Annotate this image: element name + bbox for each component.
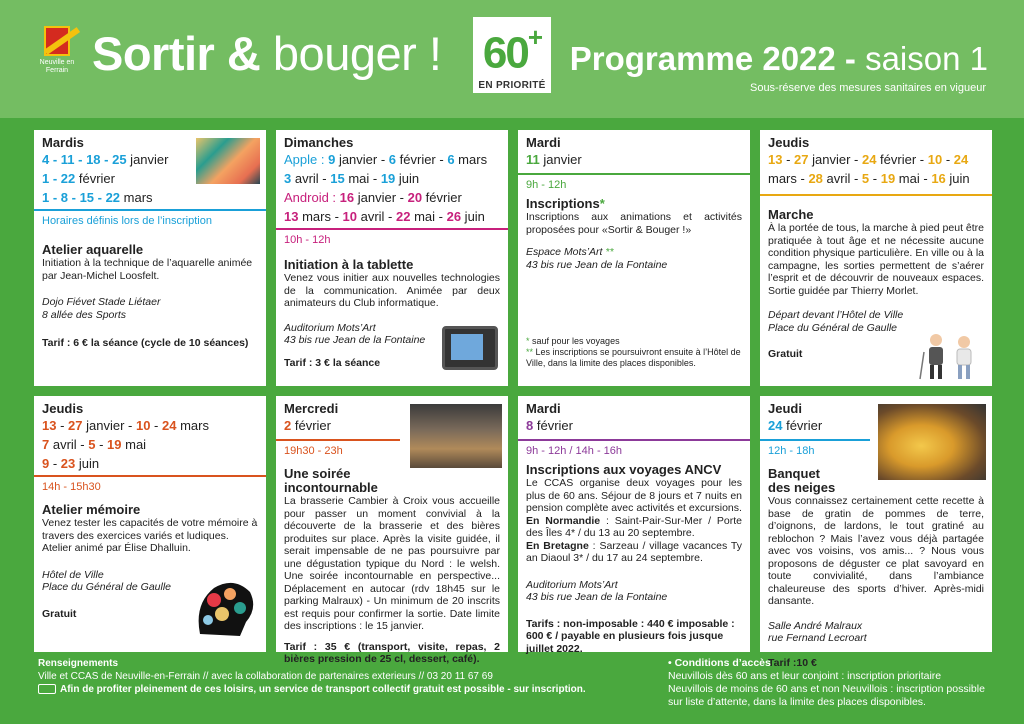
dates-line: 13 mars - 10 avril - 22 mai - 26 juin	[284, 209, 485, 224]
card-text: Inscriptions aux animations et activités proposées pour «Sortir & Bouger !»	[526, 211, 742, 236]
card-text: Initiation à la technique de l’aquarelle animée par Jean-Michel Loosfelt.	[42, 257, 253, 282]
dates-line: 13 - 27 janvier - 24 février - 10 - 24	[768, 152, 969, 167]
transport-line: Afin de profiter pleinement de ces loisirs, un service de transport collectif gratuit est possible - sur inscription.	[38, 683, 586, 696]
note-line: * sauf pour les voyages	[526, 336, 620, 346]
card-place: Hôtel de Ville	[42, 568, 104, 581]
card-address: 8 allée des Sports	[42, 308, 127, 321]
card-initiation-tablette	[276, 130, 508, 386]
card-soiree-incontournable	[276, 396, 508, 665]
card-day: Mardi	[526, 135, 561, 150]
page-title	[92, 26, 441, 81]
dates-line: 7 avril - 5 - 19 mai	[42, 437, 147, 452]
card-address: Place du Général de Gaulle	[768, 321, 897, 334]
card-notes	[518, 336, 750, 369]
card-time: 12h - 18h	[768, 445, 815, 457]
dates-line: Apple : 9 janvier - 6 février - 6 mars	[284, 152, 488, 167]
card-text: Le CCAS organise deux voyages pour les plus de 60 ans. Séjour de 8 jours et 7 nuits en pension complète avec activités et excursions.	[526, 477, 742, 514]
dates-line: 9 - 23 juin	[42, 456, 100, 471]
town-logo	[38, 26, 76, 82]
dates-line: 8 février	[526, 418, 573, 433]
card-day: Dimanches	[284, 135, 354, 150]
card-address: 43 bis rue Jean de la Fontaine	[526, 591, 668, 603]
brewery-image	[410, 404, 502, 468]
card-place: Dojo Fiévet Stade Liétaer	[42, 296, 161, 308]
card-tarif: Tarif : 6 € la séance (cycle de 10 séances)	[42, 337, 249, 349]
card-tarif: Gratuit	[42, 607, 77, 620]
info-title: Renseignements	[38, 658, 119, 669]
dates-line: 1 - 8 - 15 - 22 mars	[42, 190, 153, 205]
card-text: Vous connaissez certainement cette recette à base de gratin de pommes de terre, d’oignons, de lardons, le tout gratiné au reblochon ? Mais l’avez vous déjà partagée avec vos voisins, vos amis... ? Nous vous proposons de déguster ce plat savoyard en toute convivialité, dans l’ambiance chaleureuse des sports d’hiver. Après-midi dansante.	[768, 495, 984, 607]
card-tarif: Tarif : 35 € (transport, visite, repas, 2 bières pression de 25 cl, dessert, café).	[284, 640, 500, 665]
card-banquet-des-neiges	[760, 396, 992, 669]
card-time: 10h - 12h	[284, 234, 331, 246]
note-line: ** Les inscriptions se poursuivront ensuite à l’Hôtel de Ville, dans la limite des places disponibles.	[526, 347, 741, 368]
aquarelle-image	[196, 138, 260, 184]
dates-line: 2 février	[284, 418, 331, 433]
card-text: Venez vous initier aux nouvelles technologies de la communication. Animée par deux animateurs du Club informatique.	[284, 272, 500, 309]
card-title: Initiation à la tablette	[284, 257, 414, 272]
town-name: Neuville en Ferrain	[39, 59, 75, 74]
card-place: Auditorium Mots’Art	[526, 578, 618, 591]
card-marche	[760, 130, 992, 386]
card-text: La brasserie Cambier à Croix vous accueille pour passer un moment convivial à la découverte de la brasserie et des bières produites sur place. Après la visite guidée, il serait impensable de ne pas poursuivre par une dégustation typique du Nord : le welsh. Une soirée incontournable en perspective... Déplacement en autocar (rdv 18h45 sur le parking Malraux) - Un minimum de 20 inscrits est requis pour confirmer la sortie. Date limite des inscriptions : le 15 janvier.	[284, 495, 500, 632]
card-title: Une soirée incontournable	[284, 466, 378, 495]
conditions-line: Neuvillois de moins de 60 ans et non Neuvillois : inscription possible sur liste d’attente, dans la limite des places disponibles.	[668, 683, 985, 708]
card-place: Salle André Malraux	[768, 619, 863, 632]
dates-line: Android : 16 janvier - 20 février	[284, 190, 462, 205]
card-day: Jeudi	[768, 401, 802, 416]
card-address: 43 bis rue Jean de la Fontaine	[284, 334, 426, 346]
dates-line: 24 février	[768, 418, 823, 433]
card-atelier-memoire	[34, 396, 266, 652]
card-address: rue Fernand Lecroart	[768, 632, 867, 644]
reserve-note: Sous-réserve des mesures sanitaires en vigueur	[749, 82, 986, 94]
card-time: 19h30 - 23h	[284, 445, 343, 457]
dates-line: 13 - 27 janvier - 10 - 24 mars	[42, 418, 209, 433]
dates-line: 4 - 11 - 18 - 25 janvier	[42, 152, 169, 167]
programme-title: Programme 2022 - saison 1	[569, 40, 988, 77]
footer-conditions	[668, 657, 998, 709]
brain-image	[190, 574, 258, 644]
card-text: Venez tester les capacités de votre mémoire à travers des exercices variés et ludiques. Atelier animé par Élise Dhalluin.	[42, 517, 258, 554]
footer-info	[38, 657, 586, 696]
dates-line: mars - 28 avril - 5 - 19 mai - 16 juin	[768, 171, 970, 186]
card-title: Inscriptions aux voyages ANCV	[526, 462, 722, 477]
card-time: 9h - 12h	[526, 179, 567, 191]
trip-normandie: En Normandie : Saint-Pair-Sur-Mer / Porte des Îles 4* / du 13 au 20 septembre.	[526, 514, 742, 539]
card-address: 43 bis rue Jean de la Fontaine	[526, 258, 668, 271]
card-place: Espace Mots’Art **	[526, 246, 614, 258]
conditions-line: Neuvillois dès 60 ans et leur conjoint : inscription prioritaire	[668, 670, 942, 682]
trip-bretagne: En Bretagne : Sarzeau / village vacances Ty an Diaoul 3* / du 17 au 24 septembre.	[526, 539, 742, 564]
card-day: Jeudis	[42, 401, 84, 416]
title-bold: Sortir &	[92, 27, 273, 80]
card-title: Atelier mémoire	[42, 502, 141, 517]
dates-line: 11 janvier	[526, 152, 582, 167]
card-inscriptions	[518, 130, 750, 386]
walkers-image	[914, 330, 984, 380]
card-day: Mercredi	[284, 401, 339, 416]
dates-line: 1 - 22 février	[42, 171, 115, 186]
badge-number: 60+	[482, 22, 542, 78]
card-tarif: Tarif : 3 € la séance	[284, 356, 381, 369]
header	[0, 0, 1024, 118]
card-time: 14h - 15h30	[42, 481, 101, 493]
card-title: Inscriptions*	[526, 196, 605, 211]
tablet-image	[442, 326, 498, 370]
card-text: À la portée de tous, la marche à pied peut être pratiquée à tout âge et ne nécessite aucune condition physique particulière. En ville ou à la campagne, les sorties permettent de s’aérer l’esprit et de découvrir de nouveaux espaces. Sortie guidée par Thierry Morlet.	[768, 222, 984, 297]
shield-icon	[44, 26, 70, 56]
bus-icon	[38, 684, 56, 694]
card-day: Jeudis	[768, 135, 810, 150]
card-title: Marche	[768, 207, 814, 222]
title-light: bouger !	[272, 27, 442, 80]
card-tarif: Gratuit	[768, 348, 803, 360]
card-address: Place du Général de Gaulle	[42, 581, 171, 593]
card-tarif: Tarifs : non-imposable : 440 € imposable : 600 € / payable en plusieurs fois jusque juillet 2022.	[526, 617, 735, 655]
card-title: Atelier aquarelle	[42, 242, 144, 257]
card-tarif: Tarif :10 €	[768, 656, 817, 669]
card-time: 9h - 12h / 14h - 16h	[526, 445, 623, 457]
sixty-plus-badge	[473, 17, 551, 93]
badge-subtitle: EN PRIORITÉ	[478, 79, 546, 91]
card-day: Mardis	[42, 135, 84, 150]
card-time: Horaires définis lors de l’inscription	[42, 215, 212, 227]
card-place: Auditorium Mots’Art	[284, 321, 376, 334]
card-voyages-ancv	[518, 396, 750, 655]
card-place: Départ devant l’Hôtel de Ville	[768, 309, 904, 321]
conditions-title: • Conditions d’accès	[668, 657, 771, 669]
card-title: Banquet des neiges	[768, 466, 836, 495]
tartiflette-image	[878, 404, 986, 480]
card-atelier-aquarelle	[34, 130, 266, 386]
dates-line: 3 avril - 15 mai - 19 juin	[284, 171, 420, 186]
card-day: Mardi	[526, 401, 561, 416]
info-line: Ville et CCAS de Neuville-en-Ferrain // avec la collaboration de partenaires exterieurs // 03 20 11 67 69	[38, 671, 493, 682]
